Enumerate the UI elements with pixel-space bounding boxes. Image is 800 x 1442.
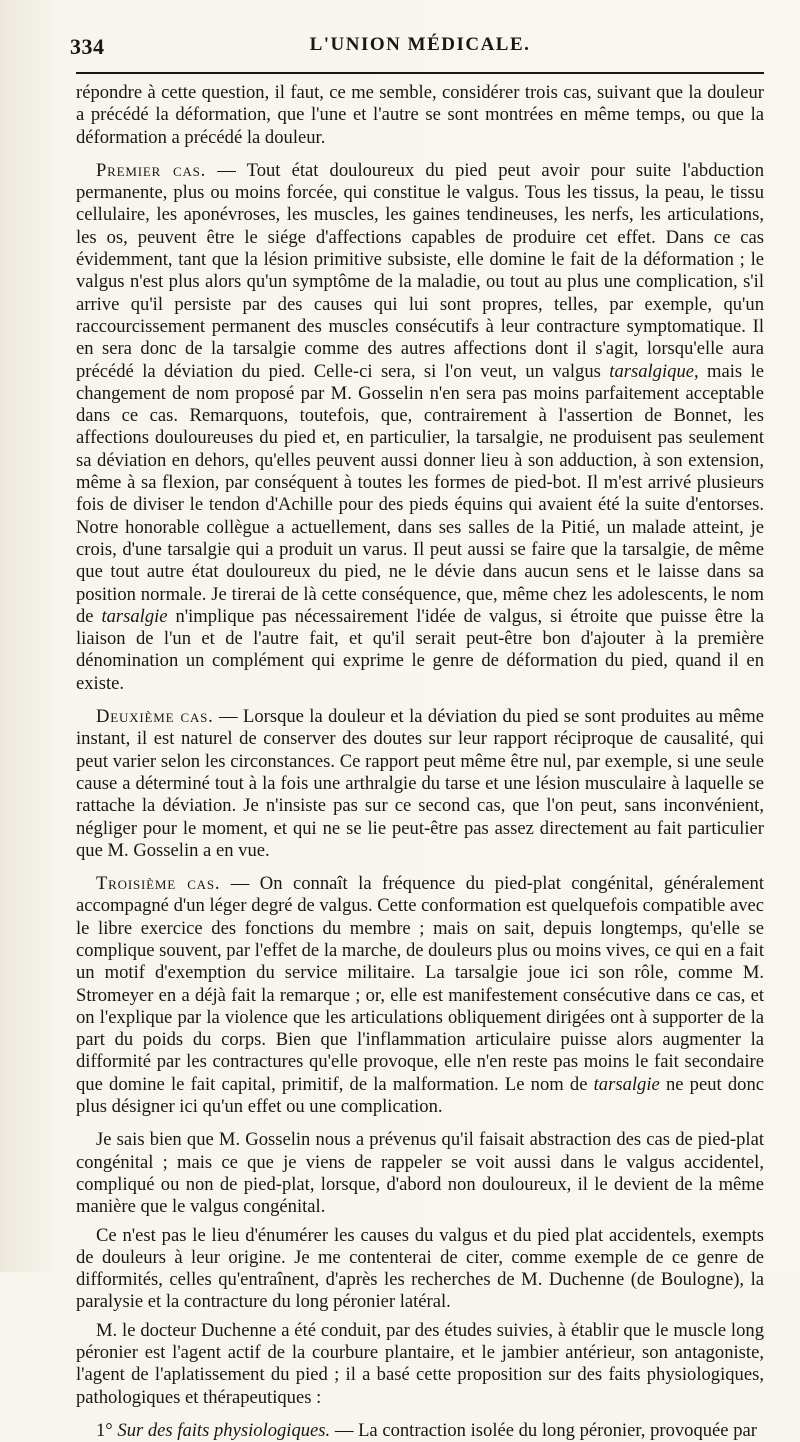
troisieme-cas-paragraph [76, 873, 764, 1118]
causes-paragraph: Ce n'est pas le lieu d'énumérer les causes du valgus et du pied plat accidentels, exempts de douleurs à leur origine. Je me contenterai de citer, comme exemple de ce genre de difformités, celles qu'entraînent, d'après les recherches de M. Duchenne (de Boulogne), la paralysie et la contracture du long péronier latéral. [76, 1224, 764, 1313]
deuxieme-cas-label: Deuxième cas. [96, 706, 214, 728]
gosselin-paragraph: Je sais bien que M. Gosselin nous a prévenus qu'il faisait abstraction des cas de pied-plat congénital ; mais ce que je viens de rappeler se voit aussi dans le valgus accidentel, compliqué ou non de pied-plat, lorsque, d'abord non douloureux, il le devient de la même manière que le valgus congénital. [76, 1129, 764, 1218]
premier-cas-italic-2: tarsalgie [101, 605, 168, 627]
faits-text: — La contraction isolée du long péronier, provoquée par [330, 1419, 757, 1441]
deuxieme-cas-text: — Lorsque la douleur et la déviation du pied se sont produites au même instant, il est naturel de conserver des doutes sur leur rapport réciproque de causalité, qui peut varier selon les circonstances. Ce rapport peut même être nul, par exemple, si une seule cause a déterminé tout à la fois une arthralgie du tarse et une lésion musculaire à laquelle se rattache la déviation. Je n'insiste pas sur ce second cas, que l'on peut, sans inconvénient, négliger pour le moment, et qui ne se lie peut-être pas assez directement au fait particulier que M. Gosselin a en vue. [76, 706, 764, 861]
troisieme-cas-label: Troisième cas. [96, 873, 221, 895]
premier-cas-text-1: — Tout état douloureux du pied peut avoir pour suite l'abduction permanente, plus ou moins forcée, qui constitue le valgus. Tous les tissus, la peau, le tissu cellulaire, les aponévroses, les muscles, les gaines tendineuses, les nerfs, les articulations, les os, peuvent être le siége d'affections capables de produire cet effet. Dans ce cas évidemment, tant que la lésion primitive subsiste, elle domine le fait de la déformation ; le valgus n'est plus alors qu'un symptôme de la maladie, ou tout au plus une complication, s'il arrive qu'il persiste par des causes qui lui sont propres, telles, par exemple, qu'un raccourcissement permanent des muscles consécutifs à leur contracture symptomatique. Il en sera donc de la tarsalgie comme des autres affections dont il s'agit, lorsqu'elle aura précédé la déviation du pied. Celle-ci sera, si l'on veut, un valgus [76, 159, 764, 382]
faits-italic: Sur des faits physiologiques. [117, 1419, 331, 1441]
premier-cas-text-3: n'implique pas nécessairement l'idée de valgus, si étroite que puisse être la liaison de l'un et de l'autre fait, et qu'il serait peut-être bon d'ajouter à la première dénomination un complément qui exprime le genre de déformation du pied, quand il en existe. [76, 605, 764, 694]
faits-prefix: 1° [96, 1419, 118, 1441]
premier-cas-label: Premier cas. [96, 159, 207, 181]
premier-cas-italic-1: tarsalgique [609, 360, 694, 382]
page-number: 334 [70, 34, 105, 59]
intro-paragraph: répondre à cette question, il faut, ce me semble, considérer trois cas, suivant que la douleur a précédé la déformation, que l'une et l'autre se sont montrées en même temps, ou que la déformation a précédé la douleur. [76, 82, 764, 148]
troisieme-cas-text-2: ne peut donc plus désigner ici qu'un effet ou une complication. [76, 1073, 765, 1118]
duchenne-paragraph: M. le docteur Duchenne a été conduit, par des études suivies, à établir que le muscle long péronier est l'agent actif de la courbure plantaire, et le jambier antérieur, son antagoniste, l'agent de l'aplatissement du pied ; il a basé cette proposition sur des faits physiologiques, pathologiques et thérapeutiques : [76, 1319, 764, 1408]
troisieme-cas-text-1: — On connaît la fréquence du pied-plat congénital, généralement accompagné d'un léger degré de valgus. Cette conformation est quelquefois compatible avec le libre exercice des fonctions du membre ; mais on sait, depuis longtemps, qu'elle se complique souvent, par l'effet de la marche, de douleurs plus ou moins vives, ce qui en a fait un motif d'exemption du service militaire. La tarsalgie joue ici son rôle, comme M. Stromeyer en a déjà fait la remarque ; or, elle est manifestement consécutive dans ce cas, et on l'explique par la violence que les articulations obliquement dirigées ont à supporter de la part du poids du corps. Bien que l'inflammation articulaire puisse alors augmenter la difformité par les contractures qu'elle provoque, elle n'en reste pas moins le fait secondaire que domine le fait capital, primitif, de la malformation. Le nom de [76, 873, 764, 1095]
premier-cas-paragraph [76, 160, 764, 695]
premier-cas-text-2: , mais le changement de nom proposé par M. Gosselin n'en sera pas moins parfaitement acceptable dans ce cas. Remarquons, toutefois, que, contrairement à l'assertion de Bonnet, les affections douloureuses du pied et, en particulier, la tarsalgie, ne produisent pas seulement sa déviation en dehors, qu'elles peuvent aussi donner lieu à son adduction, à son extension, même à sa flexion, par conséquent à toutes les formes de pied-bot. Il m'est arrivé plusieurs fois de diviser le tendon d'Achille pour des pieds équins qui avaient été la suite d'entorses. Notre honorable collègue a actuellement, dans ses salles de la Pitié, un malade atteint, je crois, d'une tarsalgie qui a produit un varus. Il peut aussi se faire que la tarsalgie, de même que tout autre état douloureux du pied, ne le dévie dans aucun sens et le laisse dans sa position normale. Je tirerai de là cette conséquence, que, même chez les adolescents, le nom de [76, 360, 764, 627]
troisieme-cas-italic-1: tarsalgie [593, 1073, 660, 1095]
header-rule [76, 72, 764, 74]
running-title: L'UNION MÉDICALE. [309, 34, 531, 55]
deuxieme-cas-paragraph [76, 706, 764, 862]
page-header [70, 34, 764, 64]
faits-physiologiques-paragraph [76, 1420, 764, 1442]
